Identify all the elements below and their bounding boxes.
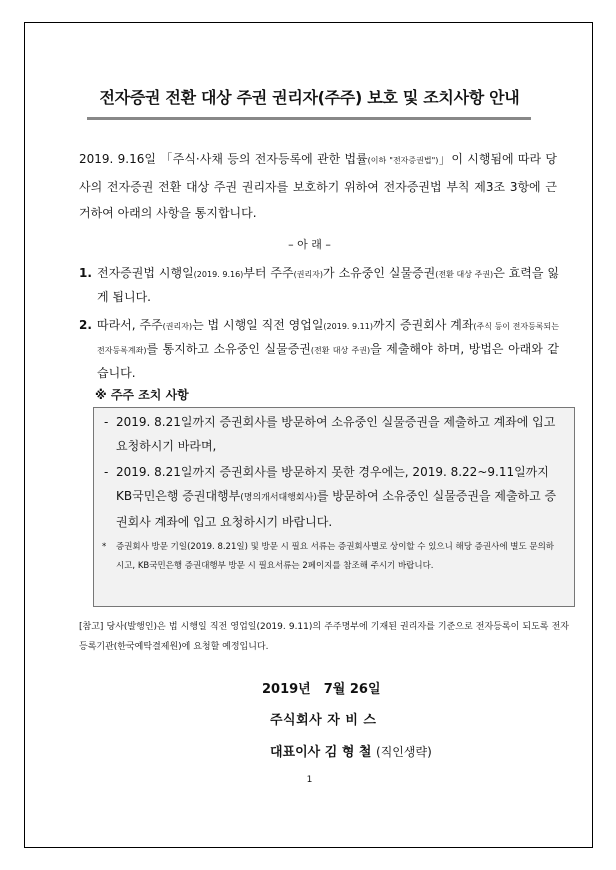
item1-small-c: (전환 대상 주권) <box>435 270 494 279</box>
item2-text-b: 는 법 시행일 직전 영업일 <box>192 318 324 332</box>
item1-small-b: (권리자) <box>293 270 324 279</box>
title-underline <box>87 117 531 120</box>
item2-text-c: 까지 증권회사 계좌 <box>372 318 474 332</box>
item2-small-c: (주식 등이 전자등록되는 전자등록계좌) <box>97 322 559 355</box>
item1-text-d: 은 효력을 잃게 됩니다. <box>97 266 560 304</box>
section-divider-label: – 아 래 – <box>288 238 331 251</box>
list-item <box>79 314 559 385</box>
item1-small-a: (2019. 9.16) <box>193 270 244 279</box>
list-item-number: 2. <box>79 318 92 332</box>
bullet2-text-b: 를 방문하여 소유중인 실물증권을 제출하고 증권회사 계좌에 입고 요청하시기 바랍니다. <box>116 489 557 529</box>
item2-small-a: (권리자) <box>162 322 193 331</box>
item2-small-d: (전환 대상 주권) <box>310 346 371 355</box>
intro-text-1: 2019. 9.16일 「주식·사채 등의 전자등록에 관한 법률 <box>79 152 368 166</box>
intro-text-small: (이하 "전자증권법") <box>367 156 439 165</box>
seal-omitted: (직인생략) <box>376 745 432 759</box>
bullet-item <box>104 410 566 458</box>
intro-paragraph <box>79 146 557 226</box>
company-name: 주식회사 자 비 스 <box>270 713 377 728</box>
footnote-asterisk: * <box>102 542 107 552</box>
action-items-heading: ※ 주주 조치 사항 <box>95 388 189 402</box>
item1-text-b: 부터 주주 <box>243 266 294 280</box>
footnote <box>102 538 562 576</box>
item1-text-a: 전자증권법 시행일 <box>97 266 194 280</box>
ceo-signature <box>270 741 432 760</box>
intro-text-2: 」이 시행됨에 따라 당사의 전자증권 전환 대상 주권 권리자를 보호하기 위하여 전자증권법 부칙 제3조 3항에 근거하여 아래의 사항을 통지합니다. <box>79 152 557 220</box>
document-page <box>24 22 593 848</box>
list-item-text <box>97 314 559 385</box>
reference-note: [참고] 당사(발행인)은 법 시행일 직전 영업일(2019. 9.11)의 주주명부에 기재된 권리자를 기준으로 전자등록이 되도록 전자등록기관(한국예탁결제원)에 요청할 예정입니다. <box>79 622 569 652</box>
bullet-dash: - <box>104 465 109 479</box>
item2-small-b: (2019. 9.11) <box>323 322 373 331</box>
bullet-text: 2019. 8.21일까지 증권회사를 방문하여 소유중인 실물증권을 제출하고 계좌에 입고 요청하시기 바라며, <box>116 415 556 453</box>
list-item-text <box>97 262 559 309</box>
bullet-dash: - <box>104 415 109 429</box>
item2-text-e: 을 제출해야 하며, 방법은 아래와 같습니다. <box>97 342 560 380</box>
bullet-item <box>104 460 566 534</box>
bullet2-text-a: 2019. 8.21일까지 증권회사를 방문하지 못한 경우에는, 2019. 8.22~9.11일까지 KB국민은행 증권대행부 <box>116 465 549 503</box>
page-title: 전자증권 전환 대상 주권 권리자(주주) 보호 및 조치사항 안내 <box>99 88 520 107</box>
bullet-text <box>116 460 566 534</box>
page-number: 1 <box>306 775 313 785</box>
list-item-number: 1. <box>79 266 92 280</box>
action-items-box <box>93 407 575 607</box>
footnote-text: 증권회사 방문 기일(2019. 8.21일) 및 방문 시 필요 서류는 증권회사별로 상이할 수 있으니 해당 증권사에 별도 문의하시고, KB국민은행 증권대행부 방문 시 필요서류는 2페이지를 참조해 주시기 바랍니다. <box>116 542 554 571</box>
issue-date: 2019년 7월 26일 <box>262 682 381 697</box>
item2-text-d: 를 통지하고 소유중인 실물증권 <box>146 342 311 356</box>
ceo-name: 대표이사 김 형 철 <box>270 745 372 760</box>
item1-text-c: 가 소유중인 실물증권 <box>323 266 436 280</box>
item2-text-a: 따라서, 주주 <box>97 318 163 332</box>
list-item <box>79 262 559 309</box>
bullet2-small: (명의개서대행회사) <box>240 493 317 503</box>
